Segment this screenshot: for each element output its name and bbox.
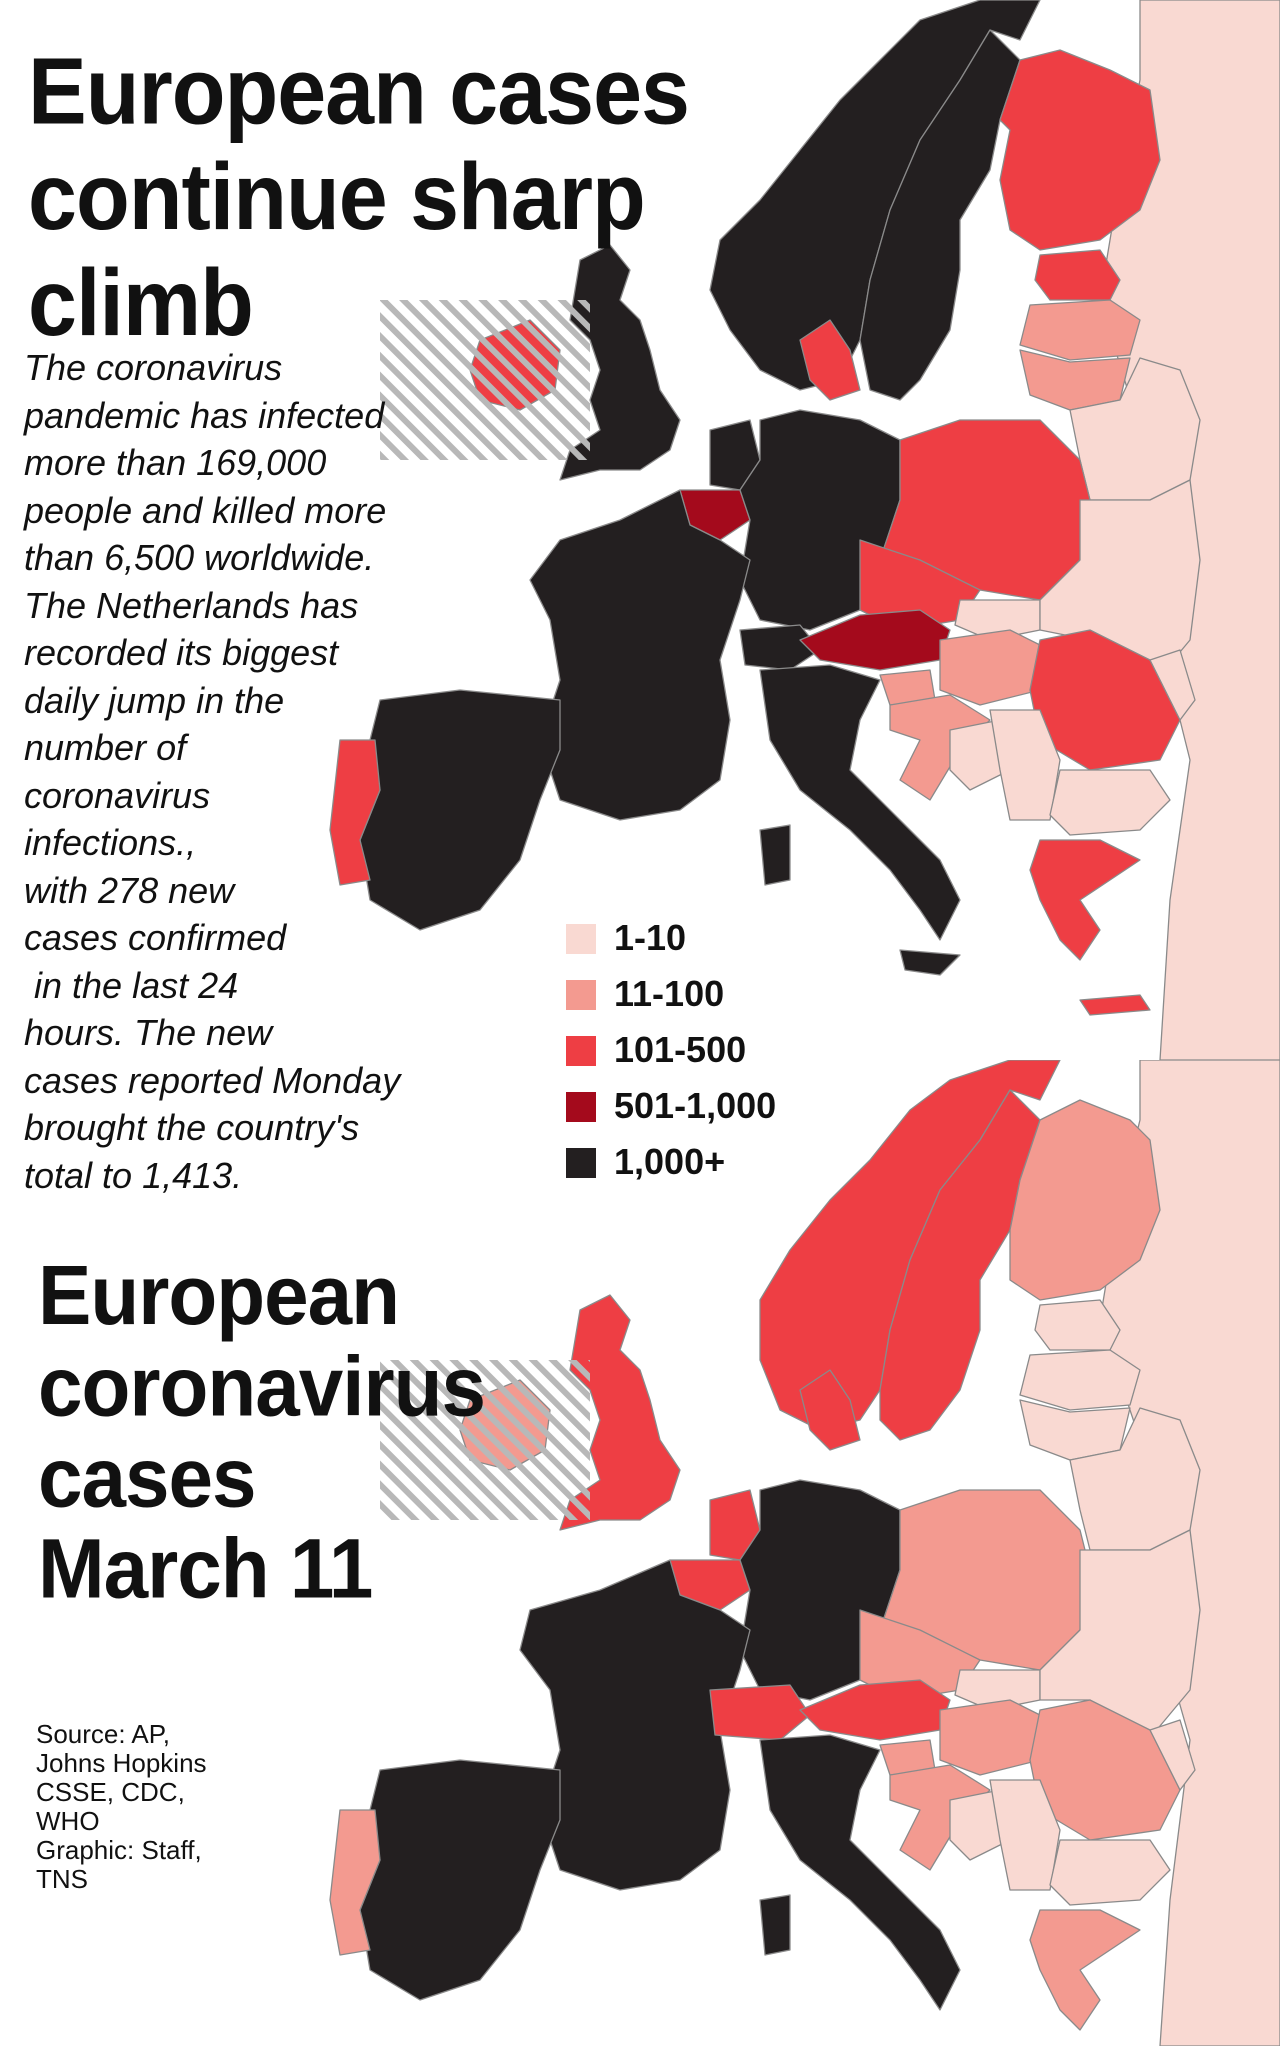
blurb-line: hours. The new bbox=[24, 1012, 273, 1053]
source-line: Johns Hopkins bbox=[36, 1748, 207, 1778]
blurb-line: people and killed more bbox=[24, 489, 387, 531]
blurb-line: more than 169,000 bbox=[24, 442, 327, 483]
region-bulgaria bbox=[1050, 1840, 1170, 1905]
headline-top-line: continue sharp bbox=[28, 142, 645, 250]
headline-top-line: climb bbox=[28, 248, 253, 356]
blurb-line: number of bbox=[24, 727, 187, 768]
region-france bbox=[530, 490, 750, 820]
blurb-line: pandemic has infected bbox=[24, 394, 385, 436]
region-spain bbox=[360, 1760, 560, 2000]
legend-swatch bbox=[566, 980, 596, 1010]
region-latvia bbox=[1020, 1350, 1140, 1410]
legend-label: 501-1,000 bbox=[614, 1085, 777, 1126]
source-credit bbox=[36, 1720, 296, 1894]
source-line: TNS bbox=[36, 1864, 88, 1894]
legend-label: 1-10 bbox=[614, 917, 687, 958]
legend-label: 101-500 bbox=[614, 1029, 747, 1070]
source-line: Source: AP, bbox=[36, 1719, 170, 1749]
region-greece bbox=[1030, 840, 1150, 1015]
region-latvia bbox=[1020, 300, 1140, 360]
headline-bottom-line: European bbox=[38, 1247, 399, 1343]
blurb-line: cases confirmed bbox=[24, 917, 287, 958]
region-bulgaria bbox=[1050, 770, 1170, 835]
headline-top bbox=[28, 38, 728, 356]
blurb-line: in the last 24 bbox=[24, 964, 239, 1006]
region-greece bbox=[1030, 1910, 1140, 2030]
headline-bottom bbox=[38, 1247, 498, 1616]
blurb-line: total to 1,413. bbox=[24, 1154, 243, 1196]
blurb-line: infections., bbox=[24, 822, 197, 863]
source-line: WHO bbox=[36, 1806, 100, 1836]
legend-label: 1,000+ bbox=[614, 1141, 726, 1182]
region-switzerland bbox=[710, 1685, 810, 1740]
blurb-line: daily jump in the bbox=[24, 679, 285, 721]
blurb-line: with 278 new bbox=[24, 869, 235, 911]
legend-swatch bbox=[566, 924, 596, 954]
legend-label: 11-100 bbox=[614, 973, 725, 1014]
headline-bottom-line: cases bbox=[38, 1430, 256, 1525]
headline-bottom-line: coronavirus bbox=[38, 1339, 485, 1434]
blurb-line: The Netherlands has bbox=[24, 584, 359, 626]
legend-swatch bbox=[566, 1036, 596, 1066]
headline-top-line: European cases bbox=[28, 36, 689, 144]
blurb-line: brought the country's bbox=[24, 1107, 360, 1148]
blurb-text bbox=[24, 344, 494, 1199]
legend-swatch bbox=[566, 1092, 596, 1122]
headline-bottom-line: March 11 bbox=[38, 1521, 373, 1616]
source-line: CSSE, CDC, bbox=[36, 1777, 185, 1807]
blurb-line: The coronavirus bbox=[24, 347, 283, 388]
blurb-line: than 6,500 worldwide. bbox=[24, 537, 375, 578]
blurb-line: coronavirus bbox=[24, 774, 211, 816]
blurb-line: cases reported Monday bbox=[24, 1059, 401, 1101]
source-line: Graphic: Staff, bbox=[36, 1835, 202, 1865]
blurb-line: recorded its biggest bbox=[24, 632, 339, 673]
legend-swatch bbox=[566, 1148, 596, 1178]
